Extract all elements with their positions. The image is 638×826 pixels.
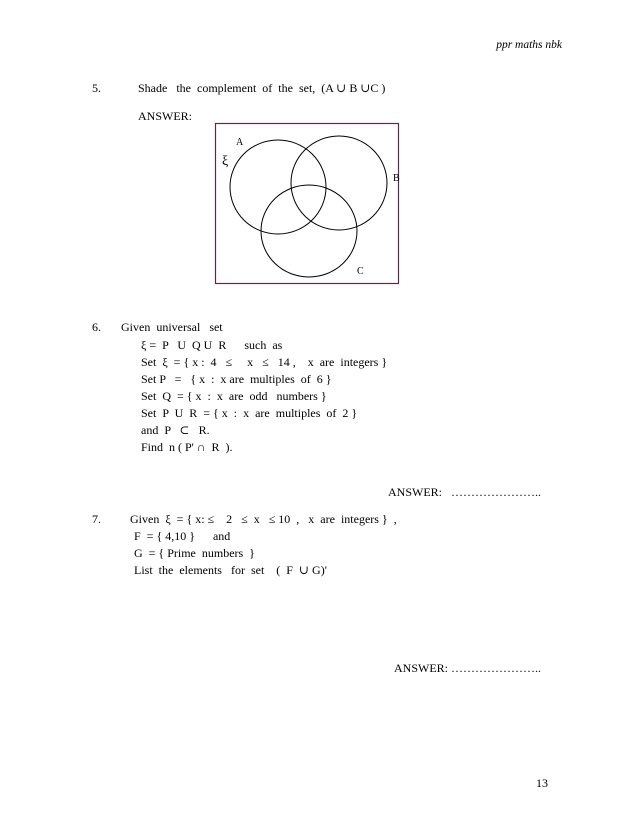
- question-6-line: ξ = P U Q U R such as: [141, 338, 283, 352]
- question-7-line: F = { 4,10 } and: [134, 529, 231, 543]
- universal-set-symbol: ξ: [222, 154, 229, 169]
- set-c-circle: [261, 185, 357, 277]
- set-b-circle: [291, 136, 387, 230]
- question-5-number: 5.: [92, 81, 101, 95]
- question-7-line: Given ξ = { x: ≤ 2 ≤ x ≤ 10 , x are integers } ,: [130, 512, 397, 526]
- question-7-number: 7.: [92, 512, 101, 526]
- question-6-number: 6.: [92, 320, 101, 334]
- label-c: C: [357, 266, 364, 277]
- question-6-line: Set ξ = { x : 4 ≤ x ≤ 14 , x are integers }: [141, 355, 388, 369]
- question-6-line: Given universal set: [121, 320, 223, 334]
- page-number: 13: [536, 776, 548, 790]
- question-6-line: Find n ( P' ∩ R ).: [141, 440, 233, 454]
- question-7-answer: ANSWER: …………………..: [394, 661, 541, 675]
- question-5-text: Shade the complement of the set, (A ∪ B ∪C ): [138, 81, 386, 95]
- question-7-line: List the elements for set ( F ∪ G)': [134, 563, 327, 577]
- venn-diagram: [215, 123, 399, 284]
- set-a-circle: [230, 140, 326, 234]
- question-6-line: Set Q = { x : x are odd numbers }: [141, 389, 327, 403]
- question-6-line: Set P = { x : x are multiples of 6 }: [141, 372, 332, 386]
- page-header: ppr maths nbk: [496, 39, 562, 51]
- question-5-answer-label: ANSWER:: [138, 109, 192, 123]
- question-6-answer: ANSWER: …………………..: [388, 485, 541, 499]
- question-6-line: and P ⊂ R.: [141, 423, 210, 437]
- label-b: B: [393, 173, 400, 184]
- question-6-line: Set P U R = { x : x are multiples of 2 }: [141, 406, 358, 420]
- question-7-line: G = { Prime numbers }: [134, 546, 255, 560]
- label-a: A: [236, 137, 244, 148]
